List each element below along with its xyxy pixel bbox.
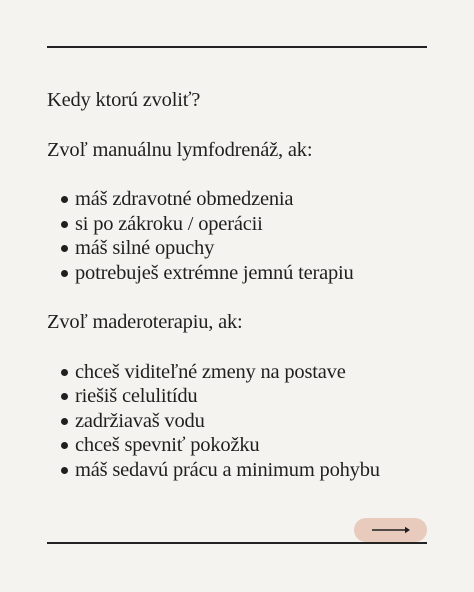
bullet-icon [61,393,68,400]
list-item: riešiš celulitídu [47,384,437,409]
maderotherapy-list [47,360,437,483]
content [47,88,437,482]
section-maderotherapy-heading: Zvoľ maderoterapiu, ak: [47,311,243,333]
list-item: chceš viditeľné zmeny na postave [47,360,437,385]
next-button[interactable] [354,518,427,542]
bullet-icon [61,369,68,376]
list-item: chceš spevniť pokožku [47,433,437,458]
list-item: zadržiavaš vodu [47,409,437,434]
list-item: potrebuješ extrémne jemnú terapiu [47,261,437,286]
bullet-icon [61,418,68,425]
bullet-icon [61,245,68,252]
bullet-icon [61,270,68,277]
arrow-right-icon [372,525,410,535]
bullet-icon [61,196,68,203]
bullet-icon [61,467,68,474]
list-item: máš sedavú prácu a minimum pohybu [47,458,437,483]
lymphodrainage-list [47,187,437,285]
list-item: máš zdravotné obmedzenia [47,187,437,212]
list-item: máš silné opuchy [47,236,437,261]
intro-question: Kedy ktorú zvoliť? [47,89,201,111]
top-divider [47,46,427,48]
list-item: si po zákroku / operácii [47,212,437,237]
section-lymphodrainage-heading: Zvoľ manuálnu lymfodrenáž, ak: [47,138,313,161]
bullet-icon [61,221,68,228]
bullet-icon [61,442,68,449]
bottom-divider [47,542,427,544]
